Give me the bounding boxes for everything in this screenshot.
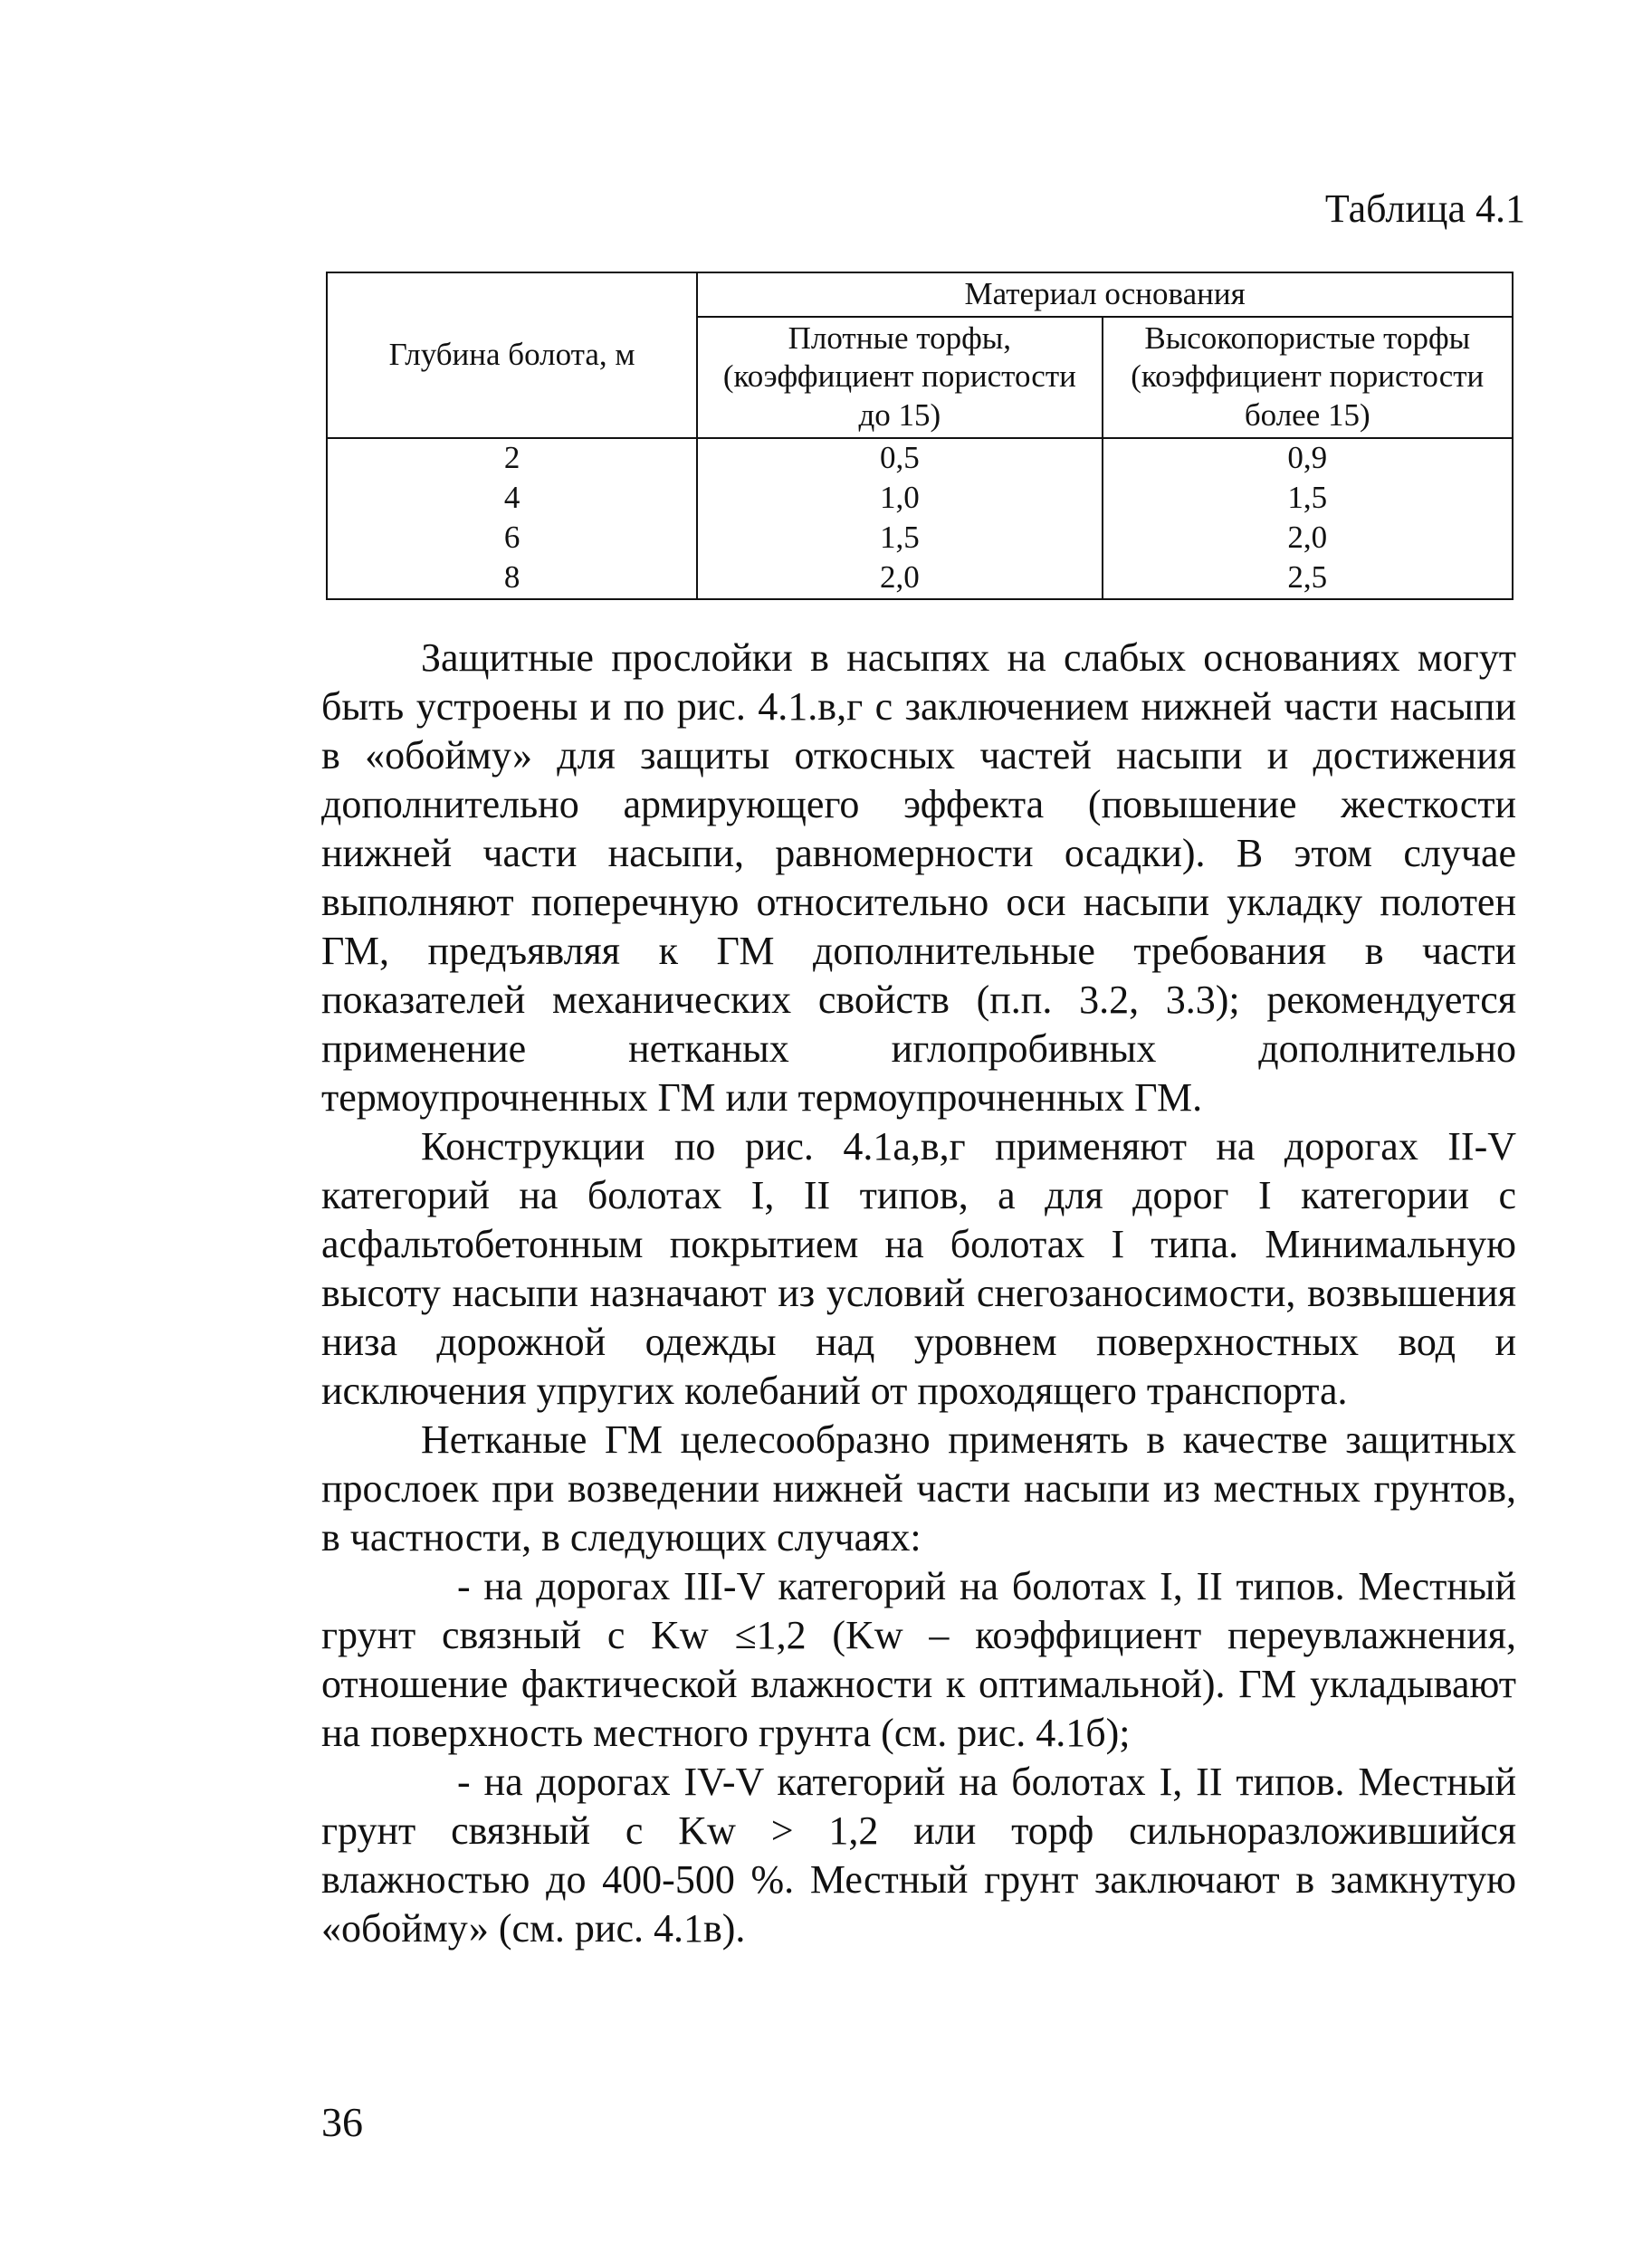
cell-dense: 1,0 <box>697 479 1102 519</box>
header-porous-peat: Высокопористые торфы (коэффициент пористости более 15) <box>1103 317 1513 438</box>
cell-dense: 2,0 <box>697 558 1102 599</box>
cell-depth: 8 <box>327 558 697 599</box>
body-text <box>321 634 1516 1953</box>
header-depth: Глубина болота, м <box>327 272 697 438</box>
cell-depth: 6 <box>327 519 697 558</box>
list-item: - на дорогах IV-V категорий на болотах I, II типов. Местный грунт связный с Kw > 1,2 или торф сильноразложившийся влажностью до 400-500 %. Местный грунт заключают в замкнутую «обойму» (см. рис. 4.1в). <box>321 1760 1516 1951</box>
header-material: Материал основания <box>697 272 1513 317</box>
list-item: - на дорогах III-V категорий на болотах I, II типов. Местный грунт связный с Kw ≤1,2 (Kw – коэффициент переувлажнения, отношение фактической влажности к оптимальной). ГМ укладывают на поверхность местного грунта (см. рис. 4.1б); <box>321 1564 1516 1755</box>
cell-depth: 2 <box>327 438 697 479</box>
table-row <box>327 519 1513 558</box>
cell-dense: 1,5 <box>697 519 1102 558</box>
table-caption: Таблица 4.1 <box>1324 186 1525 231</box>
cell-porous: 0,9 <box>1103 438 1513 479</box>
cell-porous: 2,0 <box>1103 519 1513 558</box>
data-table <box>326 272 1514 600</box>
header-dense-peat: Плотные торфы, (коэффициент пористости до 15) <box>697 317 1102 438</box>
cell-porous: 2,5 <box>1103 558 1513 599</box>
page-number: 36 <box>321 2099 363 2145</box>
cell-depth: 4 <box>327 479 697 519</box>
table-row <box>327 438 1513 479</box>
table-row <box>327 558 1513 599</box>
cell-dense: 0,5 <box>697 438 1102 479</box>
cell-porous: 1,5 <box>1103 479 1513 519</box>
paragraph: Защитные прослойки в насыпях на слабых основаниях могут быть устроены и по рис. 4.1.в,г с заключением нижней части насыпи в «обойму» для защиты откосных частей насыпи и достижения дополнительно армирующего эффекта (повышение жесткости нижней части насыпи, равномерности осадки). В этом случае выполняют поперечную относительно оси насыпи укладку полотен ГМ, предъявляя к ГМ дополнительные требования в части показателей механических свойств (п.п. 3.2, 3.3); рекомендуется применение нетканых иглопробивных дополнительно термоупрочненных ГМ или термоупрочненных ГМ. <box>321 635 1516 1120</box>
paragraph: Нетканые ГМ целесообразно применять в качестве защитных прослоек при возведении нижней части насыпи из местных грунтов, в частности, в следующих случаях: <box>321 1417 1516 1560</box>
paragraph: Конструкции по рис. 4.1а,в,г применяют на дорогах II-V категорий на болотах I, II типов, а для дорог I категории с асфальтобетонным покрытием на болотах I типа. Минимальную высоту насыпи назначают из условий снегозаносимости, возвышения низа дорожной одежды над уровнем поверхностных вод и исключения упругих колебаний от проходящего транспорта. <box>321 1124 1516 1413</box>
table-row <box>327 479 1513 519</box>
